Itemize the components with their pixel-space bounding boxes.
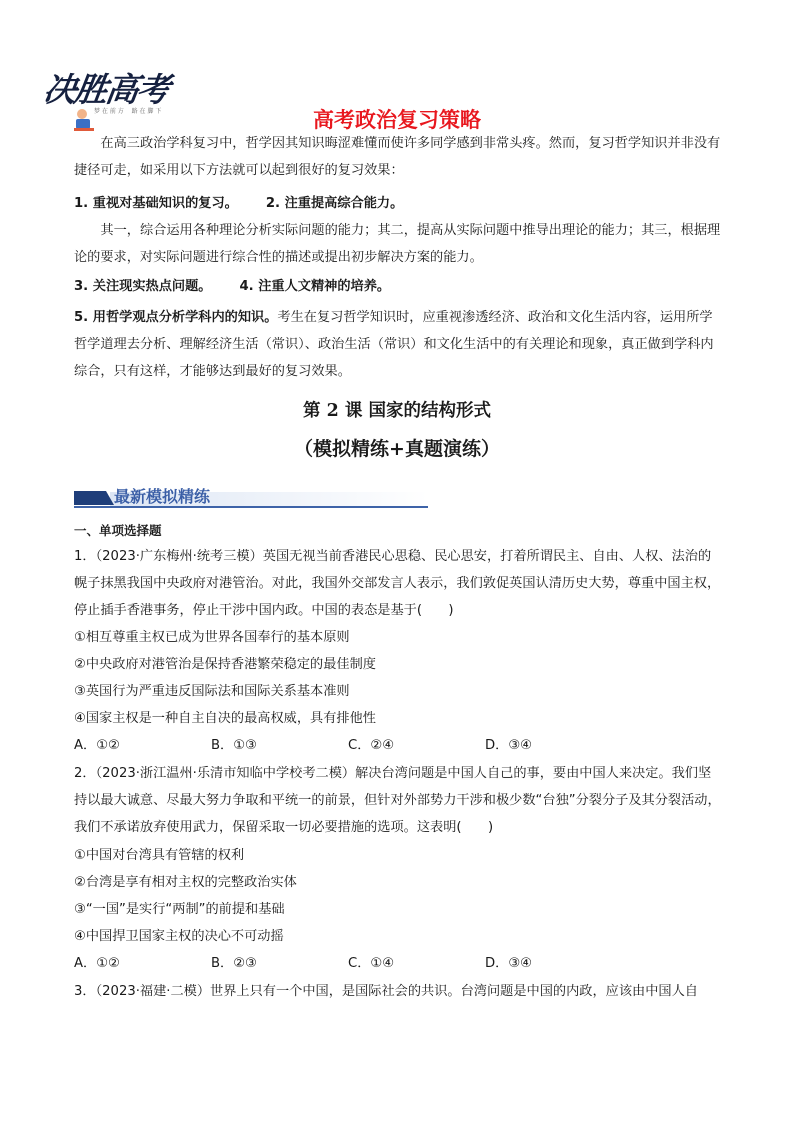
lesson-title: 第 2 课 国家的结构形式 [303,401,491,421]
question-1-options [74,732,724,759]
question-1-statement-3: ③英国行为严重违反国际法和国际关系基本准则 [74,684,350,699]
question-1-option-d: D．③④ [485,738,532,753]
question-2-option-b: B．②③ [211,956,257,971]
intro-paragraph: 在高三政治学科复习中，哲学因其知识晦涩难懂而使许多同学感到非常头疼。然而，复习哲学知识并非没有捷径可走，如采用以下方法就可以起到很好的复习效果： [74,136,721,178]
tip-4: 4. 注重人文精神的培养。 [239,279,391,294]
question-3-stem: 3．（2023·福建·二模）世界上只有一个中国，是国际社会的共识。台湾问题是中国的内政，应该由中国人自 [74,984,698,999]
tip-5-paragraph [74,304,724,385]
section-label: 最新模拟精练 [114,487,211,506]
question-2-option-a: A．①② [74,956,120,971]
question-1-statement-1: ①相互尊重主权已成为世界各国奉行的基本原则 [74,630,350,645]
question-1-option-c: C．②④ [348,738,395,753]
question-1-option-b: B．①③ [211,738,257,753]
section-header-bar [74,491,114,505]
question-2-statement-1: ①中国对台湾具有管辖的权利 [74,848,245,863]
question-1-stem: 1．（2023·广东梅州·统考三模）英国无视当前香港民心思稳、民心思安，打着所谓民主、自由、人权、法治的幌子抹黑我国中央政府对港管治。对此，我国外交部发言人表示，我们敦促英国认清历史大势，尊重中国主权，停止插手香港事务，停止干涉中国内政。中国的表态是基于( ) [74,549,721,618]
part-heading: 一、单项选择题 [74,523,162,538]
logo-subtitle: 梦 在 前 方 路 在 脚 下 [94,108,162,115]
section-header [74,484,428,510]
logo-text: 决胜高考 [40,70,171,109]
tip-5-body: 考生在复习哲学知识时，应重视渗透经济、政治和文化生活内容，运用所学哲学道理去分析、理解经济生活（常识）、政治生活（常识）和文化生活中的有关理论和现象，真正做到学科内综合，只有这样，才能够达到最好的复习效果。 [74,310,714,379]
question-2-option-c: C．①④ [348,956,395,971]
tip-2: 2. 注重提高综合能力。 [265,196,404,211]
question-2-option-d: D．③④ [485,956,532,971]
tip-2-body: 其一，综合运用各种理论分析实际问题的能力；其二，提高从实际问题中推导出理论的能力；其三，根据理论的要求，对实际问题进行综合性的描述或提出初步解决方案的能力。 [74,223,721,265]
question-1-statement-2: ②中央政府对港管治是保持香港繁荣稳定的最佳制度 [74,657,376,672]
question-1-statement-4: ④国家主权是一种自主自决的最高权威，具有排他性 [74,711,376,726]
question-1-option-a: A．①② [74,738,120,753]
question-2-options [74,950,724,977]
question-2-statement-4: ④中国捍卫国家主权的决心不可动摇 [74,929,284,944]
tips-row-1 [74,190,724,217]
question-2-stem: 2．（2023·浙江温州·乐清市知临中学校考二模）解决台湾问题是中国人自己的事，要由中国人来决定。我们坚持以最大诚意、尽最大努力争取和平统一的前景，但针对外部势力干涉和极少数“台独”分裂分子及其分裂活动，我们不承诺放弃使用武力，保留采取一切必要措施的选项。这表明( ) [74,766,721,835]
page-title: 高考政治复习策略 [313,108,481,132]
tip-3: 3. 关注现实热点问题。 [74,279,212,294]
tip-1: 1. 重视对基础知识的复习。 [74,196,238,211]
question-2-statement-3: ③“一国”是实行“两制”的前提和基础 [74,902,285,917]
tip-5: 5. 用哲学观点分析学科内的知识。 [74,310,278,325]
question-2-statement-2: ②台湾是享有相对主权的完整政治实体 [74,875,297,890]
lesson-subtitle: （模拟精练+真题演练） [294,438,500,460]
tips-row-2 [74,273,724,300]
